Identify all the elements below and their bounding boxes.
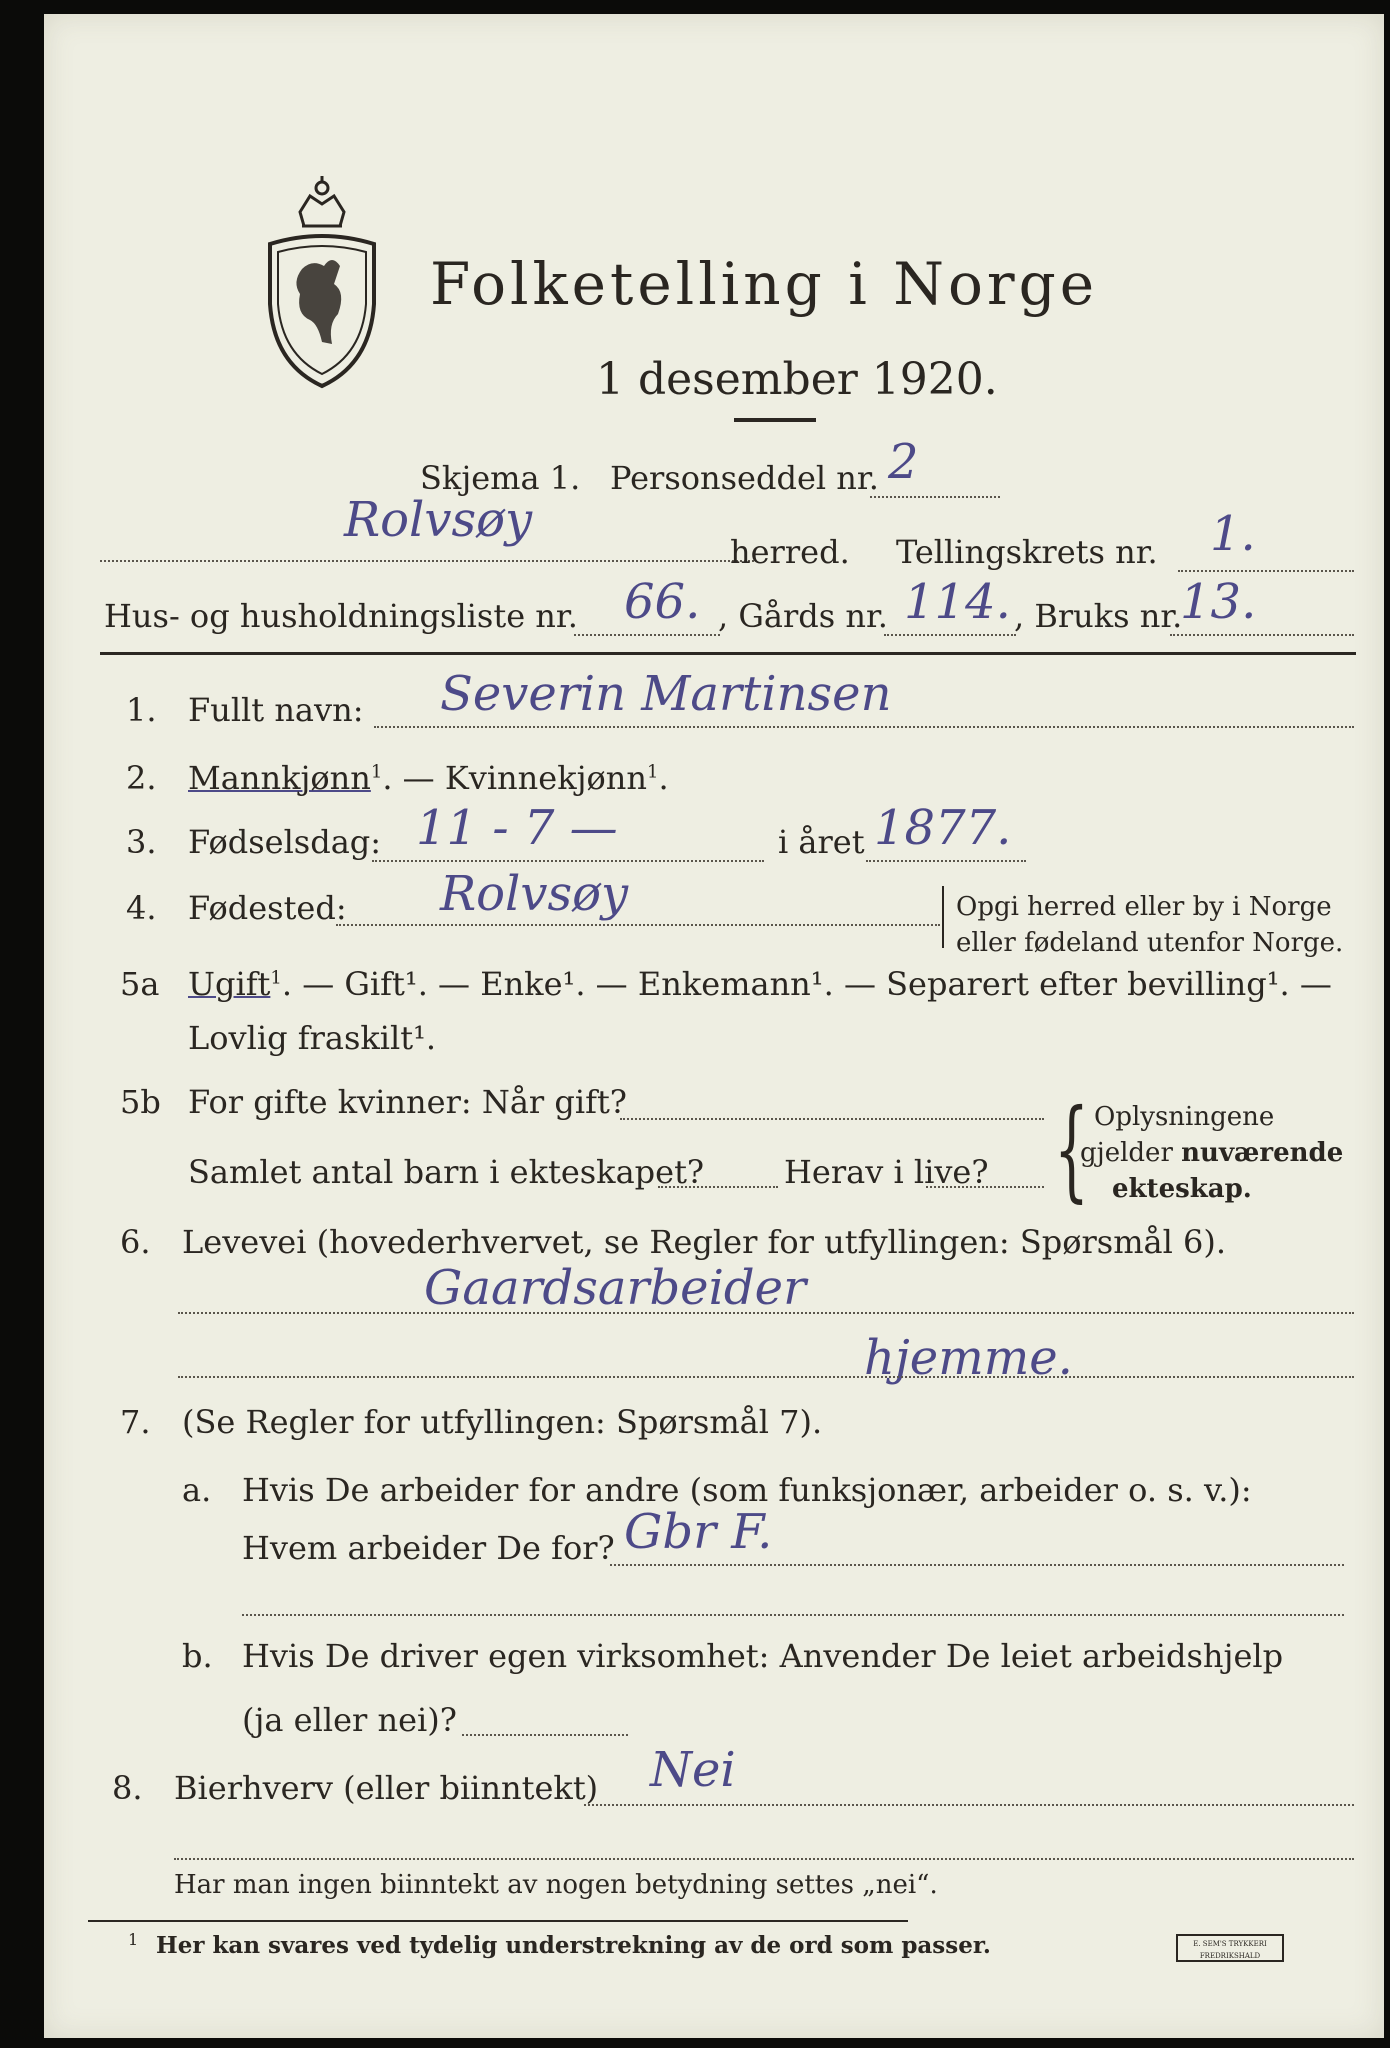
q4-bracket	[942, 886, 948, 948]
q7a-line-1	[610, 1564, 1344, 1566]
tellingskrets-line	[1178, 570, 1354, 572]
tellingskrets-value: 1.	[1210, 506, 1256, 562]
personseddel-label: Personseddel nr.	[610, 459, 879, 497]
q5a-number: 5a	[120, 965, 160, 1003]
q3-label: Fødselsdag:	[188, 823, 382, 861]
q1-number: 1.	[126, 691, 157, 729]
q5b-note-3: ekteskap.	[1112, 1174, 1252, 1204]
q7a-letter: a.	[182, 1471, 212, 1509]
skjema-label: Skjema 1.	[420, 459, 581, 497]
q4-note-2: eller fødeland utenfor Norge.	[956, 928, 1344, 958]
gards-value: 114.	[904, 574, 1011, 630]
personseddel-value: 2	[888, 434, 919, 490]
footnote-divider	[88, 1920, 908, 1922]
q3-year-line	[866, 860, 1026, 862]
q6-label: Levevei (hovederhvervet, se Regler for utfyllingen: Spørsmål 6).	[182, 1223, 1227, 1261]
q5b-line-3	[926, 1186, 1044, 1188]
q6-occupation: Gaardsarbeider	[424, 1260, 807, 1316]
gards-line	[884, 634, 1016, 636]
q8-note: Har man ingen biinntekt av nogen betydning settes „nei“.	[174, 1870, 938, 1900]
personseddel-line	[870, 496, 1000, 498]
herred-value: Rolvsøy	[344, 492, 533, 548]
husliste-value: 66.	[624, 574, 701, 630]
q3-birthdate: 11 - 7 —	[416, 800, 618, 856]
bruks-value: 13.	[1180, 574, 1257, 630]
q4-note-1: Opgi herred eller by i Norge	[956, 892, 1332, 922]
q5b-number: 5b	[120, 1083, 161, 1121]
q7a-employer: Gbr F.	[624, 1504, 773, 1560]
q7b-letter: b.	[182, 1637, 213, 1675]
q5a-ugift: Ugift	[188, 965, 271, 1003]
husliste-label: Hus- og husholdningsliste nr.	[104, 597, 578, 635]
q5b-label-3: Herav i live?	[784, 1153, 989, 1191]
bruks-label: , Bruks nr.	[1014, 597, 1183, 635]
q6-line-1	[178, 1312, 1354, 1314]
title-divider	[734, 418, 816, 422]
coat-of-arms-icon	[262, 174, 382, 394]
q3-birth-year: 1877.	[874, 800, 1012, 856]
q5b-label-2: Samlet antal barn i ekteskapet?	[188, 1153, 705, 1191]
q5b-line-1	[620, 1118, 1044, 1120]
q8-label: Bierhverv (eller biinntekt)	[174, 1769, 599, 1807]
q7-label: (Se Regler for utfyllingen: Spørsmål 7).	[182, 1403, 823, 1441]
q2-options: Mannkjønn$^1$. — Kvinnekjønn$^1$.	[188, 759, 669, 797]
q1-full-name: Severin Martinsen	[440, 666, 892, 722]
gards-label: , Gårds nr.	[718, 597, 888, 635]
bruks-line	[1170, 634, 1354, 636]
q2-male: Mannkjønn	[188, 759, 371, 797]
q3-year-label: i året	[778, 823, 865, 861]
q5b-note-2: gjelder nuværende	[1080, 1138, 1344, 1168]
q5a-line-2: Lovlig fraskilt¹.	[188, 1019, 437, 1057]
q5b-line-2	[658, 1186, 778, 1188]
form-title: Folketelling i Norge	[430, 250, 1099, 318]
q7a-text: Hvis De arbeider for andre (som funksjonær, arbeider o. s. v.):	[242, 1471, 1252, 1509]
q7-number: 7.	[120, 1403, 151, 1441]
q8-value: Nei	[650, 1742, 736, 1798]
footnote-mark: 1	[128, 1930, 139, 1949]
q3-number: 3.	[126, 823, 157, 861]
q7b-line	[462, 1734, 628, 1736]
q6-occupation-2: hjemme.	[864, 1330, 1073, 1386]
q4-birthplace: Rolvsøy	[440, 866, 629, 922]
q2-number: 2.	[126, 759, 157, 797]
herred-line	[100, 560, 754, 562]
q8-number: 8.	[112, 1769, 143, 1807]
q4-line	[336, 924, 940, 926]
husliste-line	[574, 634, 720, 636]
q6-line-2	[178, 1376, 1354, 1378]
q7a-line-2	[242, 1614, 1344, 1616]
q4-number: 4.	[126, 889, 157, 927]
q7b-text: Hvis De driver egen virksomhet: Anvender De leiet arbeidshjelp	[242, 1637, 1284, 1675]
q1-line	[374, 726, 1354, 728]
q5a-options: Ugift$^1$. — Gift¹. — Enke¹. — Enkemann¹. — Separert efter bevilling¹. —	[188, 965, 1332, 1003]
census-date: 1 desember 1920.	[596, 354, 998, 405]
q4-label: Fødested:	[188, 889, 347, 927]
q5b-brace: {	[1054, 1085, 1089, 1213]
q3-line	[372, 860, 764, 862]
q5b-label-1: For gifte kvinner: Når gift?	[188, 1083, 627, 1121]
q8-line-2	[174, 1858, 1354, 1860]
q5b-note-1: Oplysningene	[1094, 1102, 1275, 1132]
tellingskrets-label: Tellingskrets nr.	[896, 533, 1158, 571]
census-form-page	[44, 14, 1384, 2038]
herred-label: herred.	[730, 533, 850, 571]
q7a-question: Hvem arbeider De for?	[242, 1529, 615, 1567]
header-divider	[100, 652, 1356, 655]
q8-line-1	[584, 1804, 1354, 1806]
q1-label: Fullt navn:	[188, 691, 364, 729]
q6-number: 6.	[120, 1223, 151, 1261]
printer-stamp: E. SEM'S TRYKKERI FREDRIKSHALD	[1176, 1934, 1284, 1962]
q7b-question: (ja eller nei)?	[242, 1701, 457, 1739]
footnote-text: Her kan svares ved tydelig understrekning av de ord som passer.	[156, 1932, 991, 1959]
